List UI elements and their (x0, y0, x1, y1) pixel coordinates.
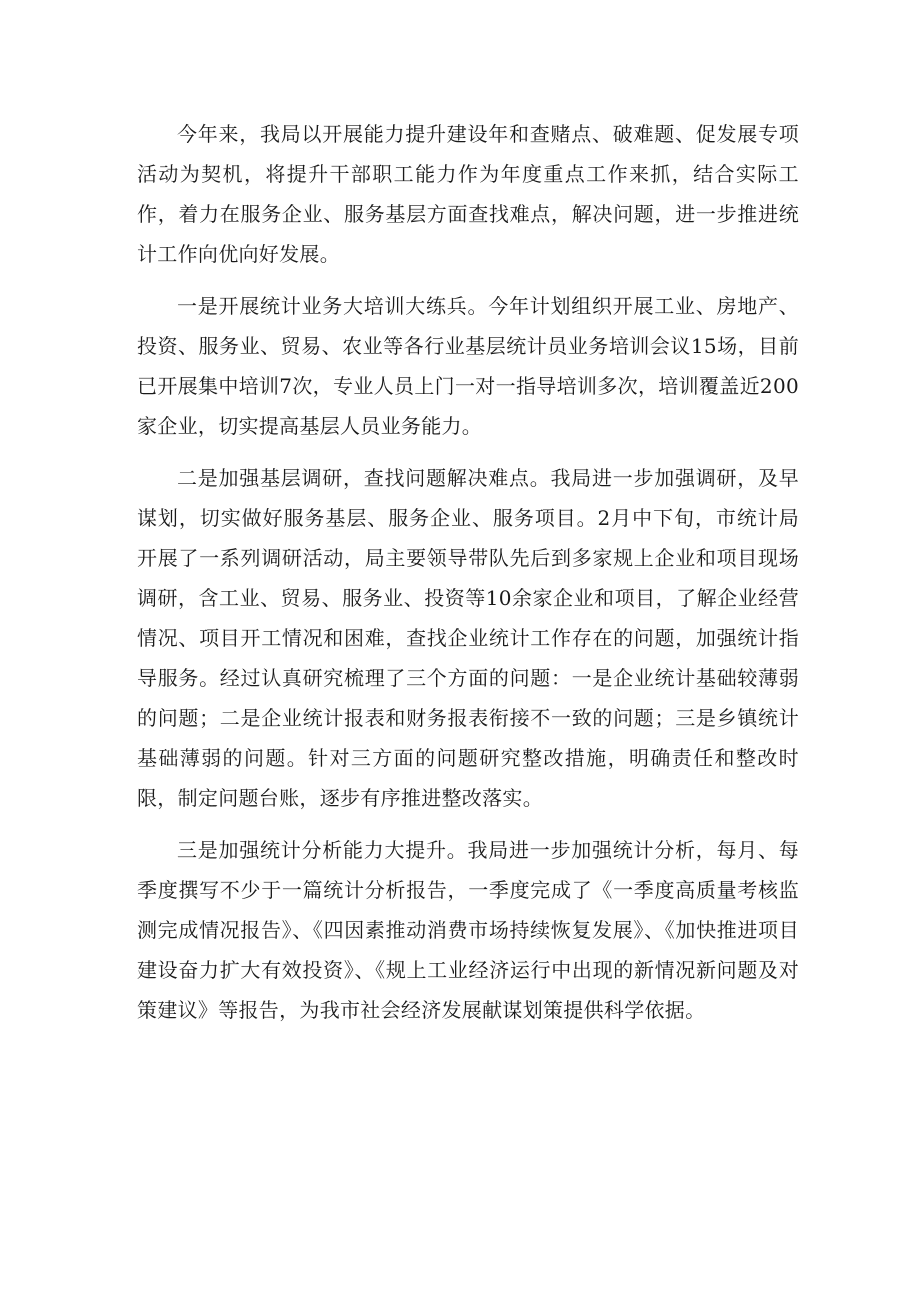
analysis-paragraph: 三是加强统计分析能力大提升。我局进一步加强统计分析，每月、每季度撰写不少于一篇统计分析报告，一季度完成了《一季度高质量考核监测完成情况报告》、《四因素推动消费市场持续恢复发展》、《加快推进项目建设奋力扩大有效投资》、《规上工业经济运行中出现的新情况新问题及对策建议》等报告，为我市社会经济发展献谋划策提供科学依据。 (137, 838, 799, 1022)
research-paragraph: 二是加强基层调研，查找问题解决难点。我局进一步加强调研，及早谋划，切实做好服务基层、服务企业、服务项目。2月中下旬，市统计局开展了一系列调研活动，局主要领导带队先后到多家规上企业和项目现场调研，含工业、贸易、服务业、投资等10余家企业和项目，了解企业经营情况、项目开工情况和困难，查找企业统计工作存在的问题，加强统计指导服务。经过认真研究梳理了三个方面的问题：一是企业统计基础较薄弱的问题；二是企业统计报表和财务报表衔接不一致的问题；三是乡镇统计基础薄弱的问题。针对三方面的问题研究整改措施，明确责任和整改时限，制定问题台账，逐步有序推进整改落实。 (137, 466, 799, 810)
document-body (137, 114, 799, 1042)
training-paragraph: 一是开展统计业务大培训大练兵。今年计划组织开展工业、房地产、投资、服务业、贸易、农业等各行业基层统计员业务培训会议15场，目前已开展集中培训7次，专业人员上门一对一指导培训多次，培训覆盖近200家企业，切实提高基层人员业务能力。 (137, 294, 799, 438)
intro-paragraph: 今年来，我局以开展能力提升建设年和查赌点、破难题、促发展专项活动为契机，将提升干部职工能力作为年度重点工作来抓，结合实际工作，着力在服务企业、服务基层方面查找难点，解决问题，进一步推进统计工作向优向好发展。 (137, 122, 799, 266)
